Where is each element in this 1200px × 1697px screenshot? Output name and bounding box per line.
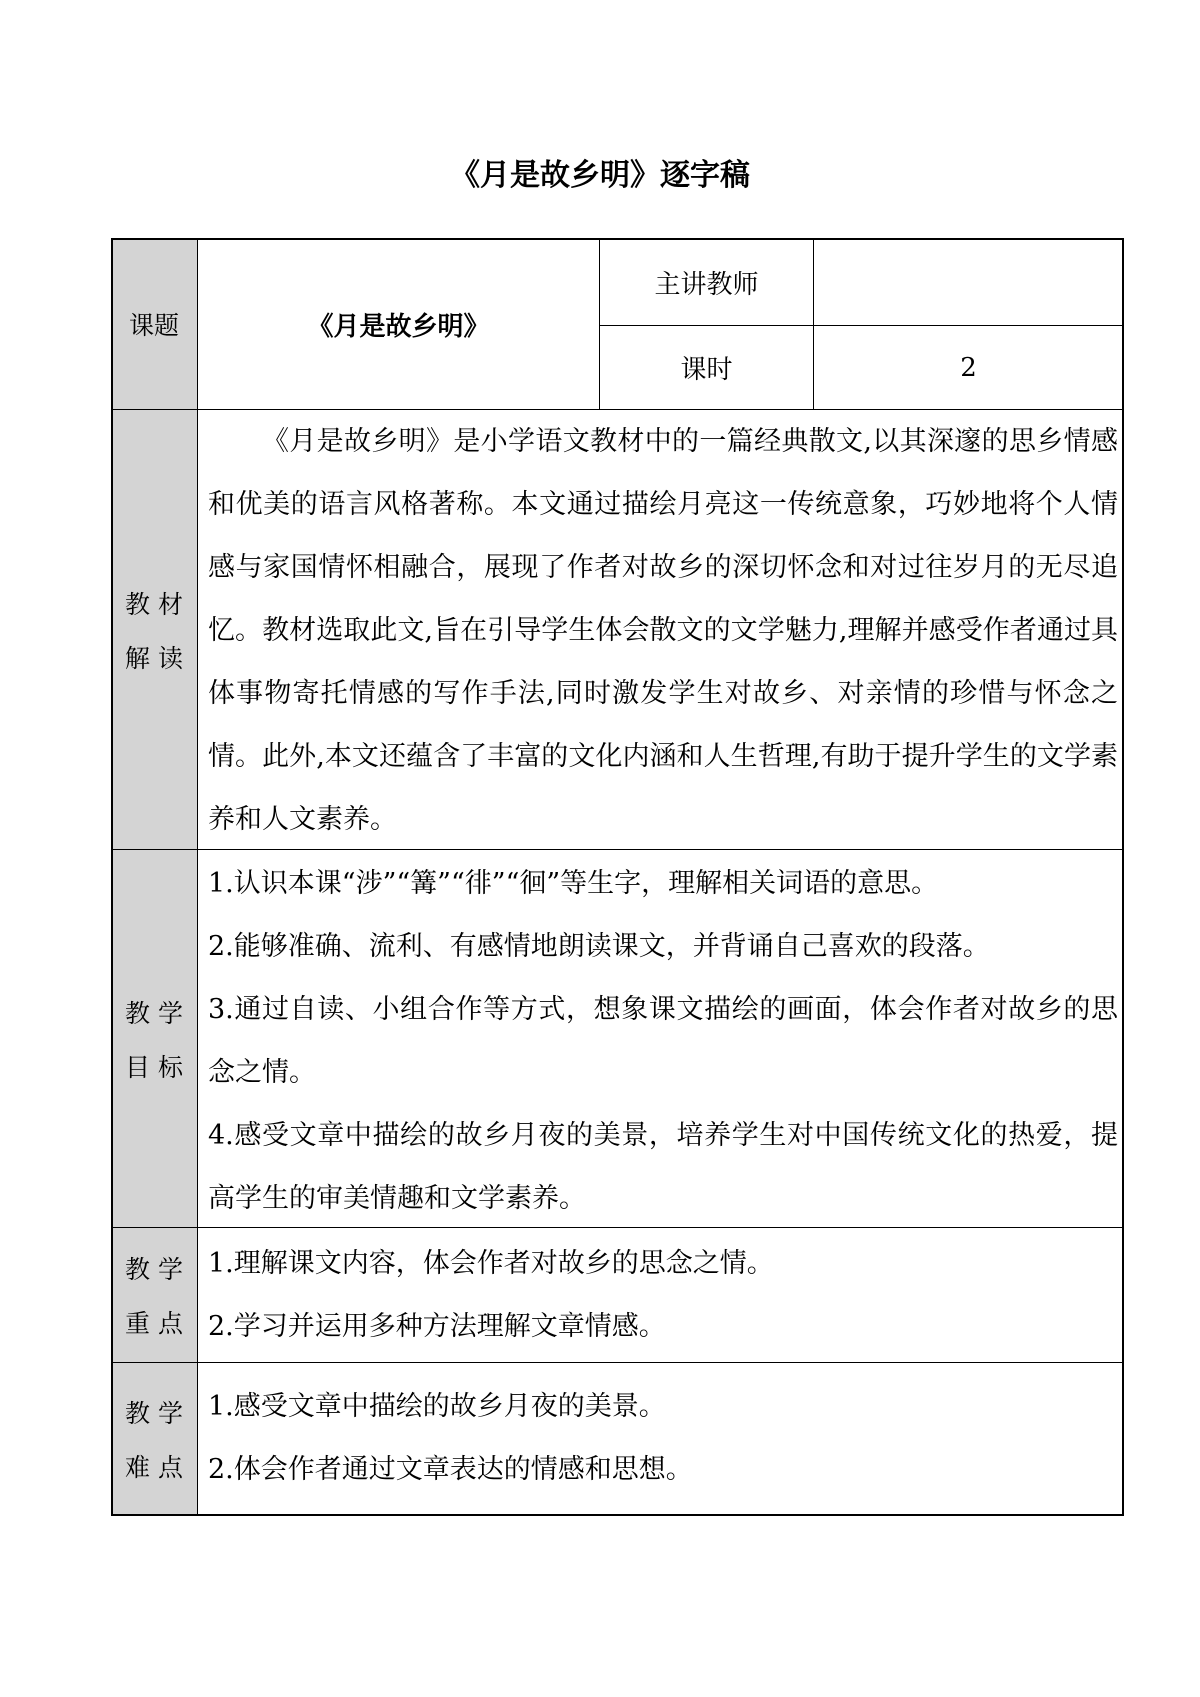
topic-label: 课题 — [128, 311, 179, 340]
difficulties-label: 教学 难点 — [124, 1399, 191, 1482]
key-point-item: 1.理解课文内容，体会作者对故乡的思念之情。 — [208, 1248, 774, 1279]
teacher-value — [814, 239, 1123, 325]
key-points-list — [208, 1232, 1118, 1358]
material-text: 《月是故乡明》是小学语文教材中的一篇经典散文,以其深邃的思乡情感和优美的语言风格著称。本文通过描绘月亮这一传统意象，巧妙地将个人情感与家国情怀相融合，展现了作者对故乡的深切怀念和对过往岁月的无尽追忆。教材选取此文,旨在引导学生体会散文的文学魅力,理解并感受作者通过具体事物寄托情感的写作手法,同时激发学生对故乡、对亲情的珍惜与怀念之情。此外,本文还蕴含了丰富的文化内涵和人生哲理,有助于提升学生的文学素养和人文素养。 — [208, 426, 1118, 835]
goal-item: 4.感受文章中描绘的故乡月夜的美景，培养学生对中国传统文化的热爱，提高学生的审美情趣和文学素养。 — [208, 1120, 1118, 1214]
goal-item: 3.通过自读、小组合作等方式，想象课文描绘的画面，体会作者对故乡的思念之情。 — [208, 994, 1118, 1088]
topic-value: 《月是故乡明》 — [307, 311, 490, 342]
difficulty-item: 1.感受文章中描绘的故乡月夜的美景。 — [208, 1391, 666, 1422]
goal-item: 2.能够准确、流利、有感情地朗读课文，并背诵自己喜欢的段落。 — [208, 931, 990, 962]
key-points-label: 教学 重点 — [124, 1255, 191, 1338]
document-title: 《月是故乡明》逐字稿 — [450, 158, 750, 193]
difficulty-item: 2.体会作者通过文章表达的情感和思想。 — [208, 1454, 693, 1485]
material-label: 教材 解读 — [124, 589, 191, 673]
goal-item: 1.认识本课“涉”“篝”“徘”“徊”等生字，理解相关词语的意思。 — [208, 868, 939, 899]
label-divider — [197, 239, 198, 1515]
hours-value: 2 — [960, 352, 977, 383]
key-point-item: 2.学习并运用多种方法理解文章情感。 — [208, 1311, 666, 1342]
row-line-4 — [112, 1362, 1123, 1363]
goals-list — [208, 852, 1118, 1230]
teacher-label: 主讲教师 — [654, 269, 759, 300]
difficulties-list — [208, 1375, 1118, 1501]
goals-label: 教学 目标 — [124, 998, 191, 1082]
hours-label: 课时 — [680, 355, 733, 385]
